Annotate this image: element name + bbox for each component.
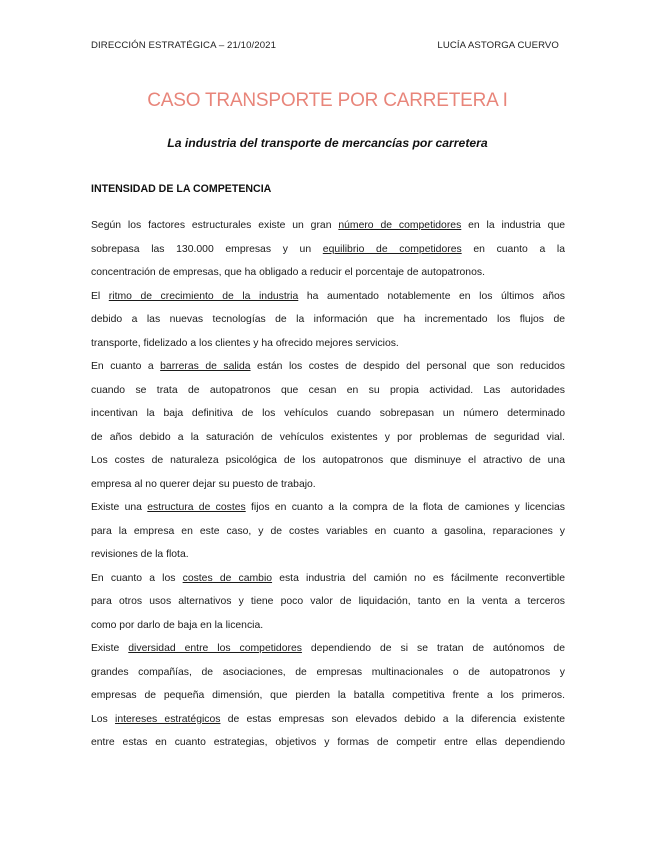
text-line [91, 594, 565, 610]
text-segment: de estas empresas son elevados debido a la diferencia existente [220, 713, 565, 725]
text-segment: están los costes de despido del personal que son reducidos [250, 361, 565, 372]
text-segment: Según los factores estructurales existe un gran [91, 220, 339, 231]
text-line [91, 336, 565, 352]
text-segment: dependiendo de si se tratan de autónomos de [301, 643, 565, 654]
text-segment: para otros usos alternativos y tiene poco valor de liquidación, tanto en la venta a terceros [91, 596, 565, 607]
document-title: CASO TRANSPORTE POR CARRETERA I [147, 90, 508, 111]
text-segment: esta industria del camión no es fácilmente reconvertible [272, 572, 565, 584]
text-line [91, 618, 565, 634]
text-line [91, 242, 565, 258]
text-line [91, 218, 565, 234]
text-segment: revisiones de la flota. [91, 549, 189, 560]
header-author: LUCÍA ASTORGA CUERVO [437, 40, 559, 51]
text-line [91, 453, 565, 469]
text-segment: Existe [91, 643, 129, 654]
text-line [91, 688, 565, 704]
underlined-term: equilibrio de competidores [322, 243, 462, 255]
text-line [91, 665, 565, 681]
text-segment: cuando se trata de autopatronos que cesan en su propia actividad. Las autoridades [91, 384, 565, 396]
text-line [91, 312, 565, 328]
text-segment: Existe una [91, 502, 148, 513]
text-segment: debido a las nuevas tecnologías de la información que ha incrementado los flujos de [91, 314, 565, 325]
underlined-term: estructura de costes [147, 502, 246, 513]
text-segment: Los costes de naturaleza psicológica de los autopatronos que disminuye el atractivo de una [91, 455, 565, 466]
text-segment: como por darlo de baja en la licencia. [91, 619, 264, 631]
underlined-term: barreras de salida [160, 361, 251, 372]
text-segment: sobrepasa las 130.000 empresas y un [91, 243, 323, 255]
text-segment: En cuanto a los [91, 572, 183, 584]
text-line [91, 641, 565, 657]
text-line [91, 500, 565, 516]
text-line [91, 265, 565, 281]
text-line [91, 406, 565, 422]
underlined-term: costes de cambio [182, 572, 273, 584]
text-segment: empresas de pequeña dimensión, que pierden la batalla competitiva frente a los primeros. [91, 690, 565, 701]
text-line [91, 524, 565, 540]
text-line [91, 359, 565, 375]
text-line [91, 735, 565, 751]
text-segment: Los [91, 713, 116, 725]
text-line [91, 571, 565, 587]
section-heading: INTENSIDAD DE LA COMPETENCIA [91, 183, 272, 195]
text-segment: ha aumentado notablemente en los últimos años [298, 290, 565, 302]
text-segment: entre estas en cuanto estrategias, objetivos y formas de competir entre ellas dependiendo [91, 737, 565, 748]
underlined-term: número de competidores [338, 220, 462, 231]
text-segment: en cuanto a la [461, 243, 565, 255]
text-line [91, 712, 565, 728]
text-segment: empresa al no querer dejar su puesto de trabajo. [91, 478, 316, 490]
text-segment: concentración de empresas, que ha obligado a reducir el porcentaje de autopatronos. [91, 267, 485, 278]
header-course-date: DIRECCIÓN ESTRATÉGICA – 21/10/2021 [91, 40, 277, 51]
text-segment: El [91, 290, 109, 302]
text-segment: grandes compañías, de asociaciones, de empresas multinacionales o de autopatronos y [91, 666, 565, 678]
text-segment: incentivan la baja definitiva de los vehículos cuando sobrepasan un número determinado [91, 408, 565, 419]
text-line [91, 547, 565, 563]
text-segment: fijos en cuanto a la compra de la flota de camiones y licencias [245, 502, 565, 513]
text-line [91, 477, 565, 493]
text-line [91, 289, 565, 305]
text-segment: de años debido a la saturación de vehículos existentes y por problemas de seguridad vial. [91, 431, 565, 443]
underlined-term: intereses estratégicos [115, 713, 221, 725]
text-line [91, 383, 565, 399]
text-segment: transporte, fidelizado a los clientes y ha ofrecido mejores servicios. [91, 337, 399, 349]
text-segment: en la industria que [461, 220, 565, 231]
text-line [91, 430, 565, 446]
text-segment: En cuanto a [91, 361, 161, 372]
underlined-term: diversidad entre los competidores [128, 643, 302, 654]
underlined-term: ritmo de crecimiento de la industria [108, 290, 299, 302]
document-subtitle: La industria del transporte de mercancías por carretera [167, 136, 488, 150]
text-segment: para la empresa en este caso, y de costes variables en cuanto a gasolina, reparaciones y [91, 525, 565, 537]
